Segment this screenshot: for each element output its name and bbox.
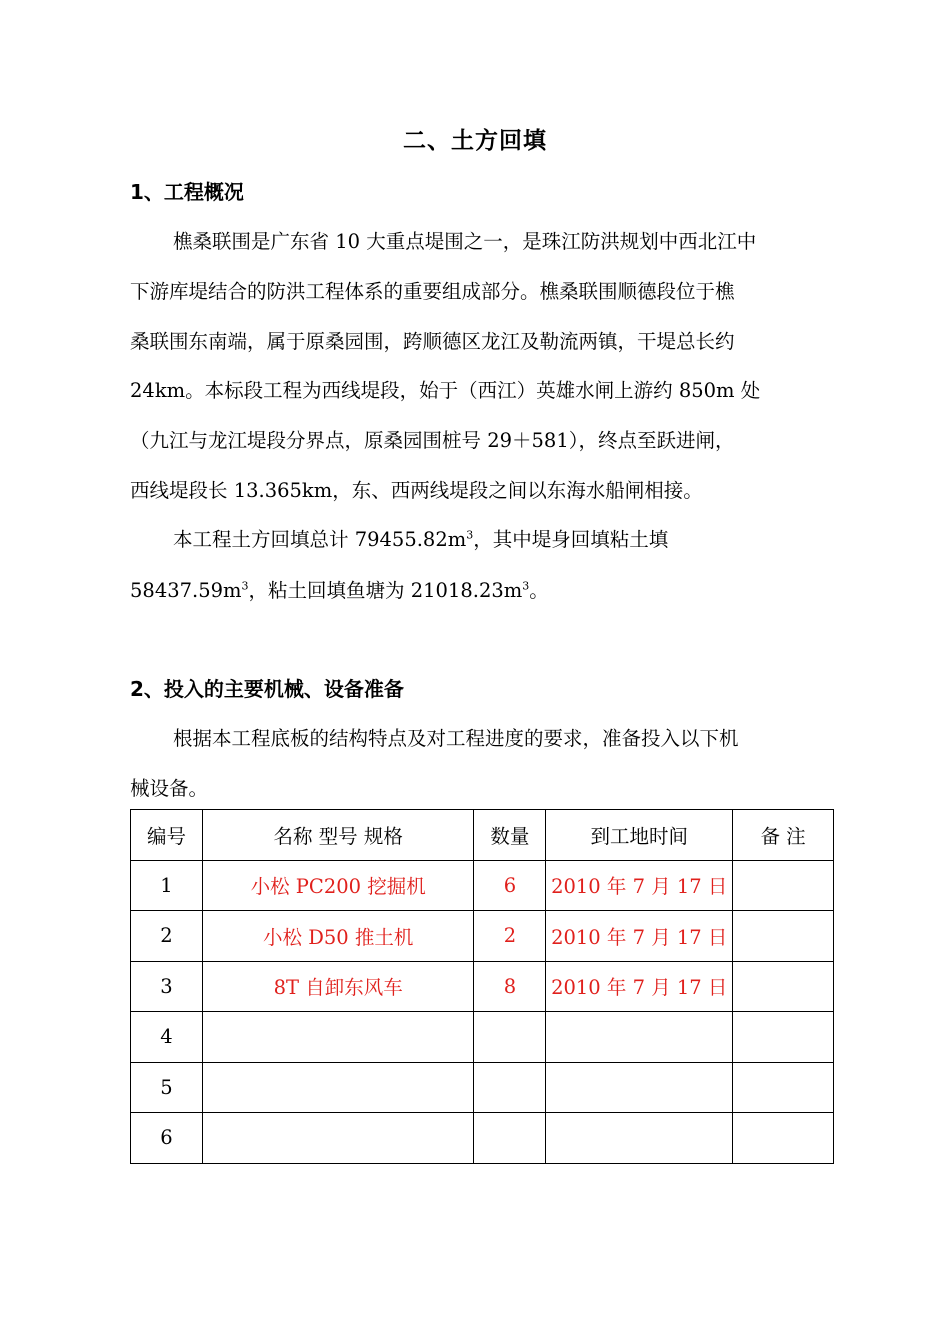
section-2-para-line: 根据本工程底板的结构特点及对工程进度的要求，准备投入以下机 <box>173 727 739 750</box>
clay-fill-value: 58437.59m <box>130 579 242 602</box>
fill-total-text: 本工程土方回填总计 79455.82m <box>173 528 467 551</box>
fill-total-tail: ，其中堤身回填粘土填 <box>473 528 669 551</box>
cell-quantity <box>474 1113 546 1164</box>
section-1-para-line: （九江与龙江堤段分界点，原桑园围桩号 29＋581），终点至跃进闸， <box>130 429 735 452</box>
superscript: 3 <box>466 528 474 542</box>
cell-number: 5 <box>131 1062 203 1113</box>
cell-number: 6 <box>131 1113 203 1164</box>
cell-number: 3 <box>131 961 203 1012</box>
cell-note <box>733 1062 834 1113</box>
cell-number: 1 <box>131 860 203 911</box>
cell-arrival-date <box>546 1012 733 1063</box>
cell-quantity <box>474 1062 546 1113</box>
table-row <box>131 961 834 1012</box>
cell-quantity: 6 <box>474 860 546 911</box>
header-cell-quantity: 数量 <box>474 810 546 861</box>
cell-note <box>733 961 834 1012</box>
cell-note <box>733 911 834 962</box>
cell-number: 2 <box>131 911 203 962</box>
header-cell-number: 编号 <box>131 810 203 861</box>
section-1-para-line: 下游库堤结合的防洪工程体系的重要组成部分。樵桑联围顺德段位于樵 <box>130 280 735 303</box>
cell-arrival-date: 2010 年 7 月 17 日 <box>546 961 733 1012</box>
cell-equipment-name <box>202 1062 474 1113</box>
cell-quantity <box>474 1012 546 1063</box>
cell-number: 4 <box>131 1012 203 1063</box>
header-cell-note: 备 注 <box>733 810 834 861</box>
section-1-para-line: 樵桑联围是广东省 10 大重点堤围之一，是珠江防洪规划中西北江中 <box>173 230 757 253</box>
cell-note <box>733 1113 834 1164</box>
sentence-end: 。 <box>529 579 549 602</box>
cell-note <box>733 860 834 911</box>
cell-arrival-date <box>546 1113 733 1164</box>
cell-equipment-name: 小松 D50 推土机 <box>202 911 474 962</box>
section-2-para-line: 械设备。 <box>130 777 209 800</box>
table-header-row <box>131 810 834 861</box>
section-1-para-line: 西线堤段长 13.365km，东、西两线堤段之间以东海水船闸相接。 <box>130 479 703 502</box>
cell-equipment-name: 8T 自卸东风车 <box>202 961 474 1012</box>
superscript: 3 <box>522 579 530 593</box>
section-1-para-line: 桑联围东南端，属于原桑园围，跨顺德区龙江及勒流两镇，干堤总长约 <box>130 330 735 353</box>
header-cell-name: 名称 型号 规格 <box>202 810 474 861</box>
cell-arrival-date: 2010 年 7 月 17 日 <box>546 911 733 962</box>
section-1-para2-line1 <box>173 524 668 552</box>
section-1-para-line: 24km。本标段工程为西线堤段，始于（西江）英雄水闸上游约 850m 处 <box>130 379 761 402</box>
section-1-para2-line2 <box>130 575 549 603</box>
table-row <box>131 1113 834 1164</box>
section-2-heading: 2、投入的主要机械、设备准备 <box>130 677 404 701</box>
page-title: 二、土方回填 <box>403 128 547 154</box>
cell-equipment-name <box>202 1113 474 1164</box>
cell-arrival-date <box>546 1062 733 1113</box>
table-row <box>131 1012 834 1063</box>
table-row <box>131 860 834 911</box>
section-1-heading: 1、工程概况 <box>130 180 244 204</box>
cell-arrival-date: 2010 年 7 月 17 日 <box>546 860 733 911</box>
header-cell-arrival: 到工地时间 <box>546 810 733 861</box>
cell-note <box>733 1012 834 1063</box>
table-row <box>131 1062 834 1113</box>
pond-fill-text: ，粘土回填鱼塘为 21018.23m <box>248 579 523 602</box>
equipment-table <box>130 809 834 1164</box>
table-row <box>131 911 834 962</box>
cell-quantity: 8 <box>474 961 546 1012</box>
superscript: 3 <box>241 579 249 593</box>
cell-equipment-name: 小松 PC200 挖掘机 <box>202 860 474 911</box>
cell-quantity: 2 <box>474 911 546 962</box>
cell-equipment-name <box>202 1012 474 1063</box>
